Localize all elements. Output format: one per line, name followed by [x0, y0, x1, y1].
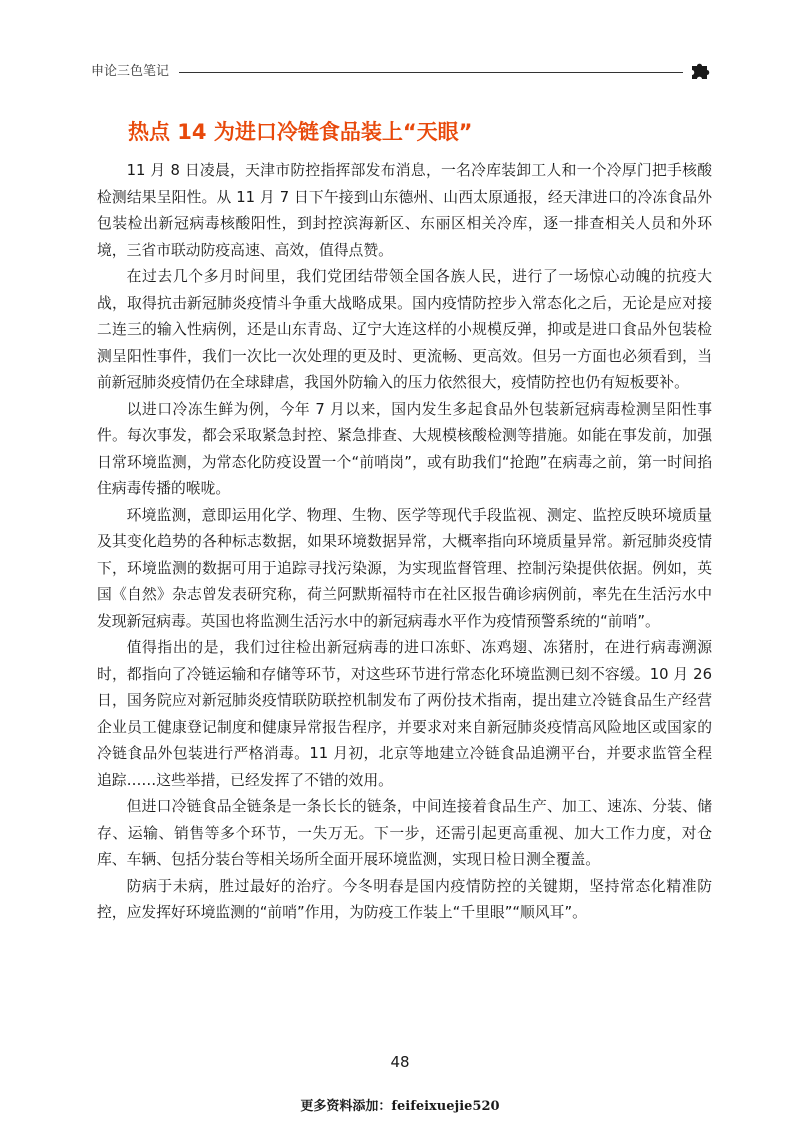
- header-divider: [179, 72, 683, 73]
- paragraph: 在过去几个多月时间里，我们党团结带领全国各族人民，进行了一场惊心动魄的抗疫大战，取得抗击新冠肺炎疫情斗争重大战略成果。国内疫情防控步入常态化之后，无论是应对接二连三的输入性病例，还是山东青岛、辽宁大连这样的小规模反弹，抑或是进口食品外包装检测呈阳性事件，我们一次比一次处理的更及时、更流畅、更高效。但另一方面也必须看到，当前新冠肺炎疫情仍在全球肆虐，我国外防输入的压力依然很大，疫情防控也仍有短板要补。: [97, 268, 712, 391]
- paragraph: 值得指出的是，我们过往检出新冠病毒的进口冻虾、冻鸡翅、冻猪肘，在进行病毒溯源时，都指向了冷链运输和存储等环节，对这些环节进行常态化环境监测已刻不容缓。10 月 26 日，国务院应对新冠肺炎疫情联防联控机制发布了两份技术指南，提出建立冷链食品生产经营企业员工健康登记制度和健康异常报告程序，并要求对来自新冠肺炎疫情高风险地区或国家的冷链食品外包装进行严格消毒。11 月初，北京等地建立冷链食品追溯平台，并要求监管全程追踪……这些举措，已经发挥了不错的效用。: [97, 639, 712, 789]
- article-body: [97, 158, 712, 927]
- footer-note: 更多资料添加：feifeixuejie520: [300, 1099, 500, 1114]
- paragraph: 但进口冷链食品全链条是一条长长的链条，中间连接着食品生产、加工、速冻、分装、储存、运输、销售等多个环节，一失万无。下一步，还需引起更高重视、加大工作力度，对仓库、车辆、包括分装台等相关场所全面开展环境监测，实现日检日测全覆盖。: [97, 798, 712, 868]
- paragraph: 以进口冷冻生鲜为例，今年 7 月以来，国内发生多起食品外包装新冠病毒检测呈阳性事件。每次事发，都会采取紧急封控、紧急排查、大规模核酸检测等措施。如能在事发前，加强日常环境监测，为常态化防疫设置一个“前哨岗”，或有助我们“抢跑”在病毒之前，第一时间掐住病毒传播的喉咙。: [97, 400, 712, 497]
- paragraph: 环境监测，意即运用化学、物理、生物、医学等现代手段监视、测定、监控反映环境质量及其变化趋势的各种标志数据，如果环境数据异常，大概率指向环境质量异常。新冠肺炎疫情下，环境监测的数据可用于追踪寻找污染源，为实现监督管理、控制污染提供依据。例如，英国《自然》杂志曾发表研究称，荷兰阿默斯福特市在社区报告确诊病例前，率先在生活污水中发现新冠病毒。英国也将监测生活污水中的新冠病毒水平作为疫情预警系统的“前哨”。: [97, 506, 712, 630]
- page-header: [91, 62, 711, 82]
- header-label: 申论三色笔记: [91, 64, 170, 79]
- article-title: 热点 14 为进口冷链食品装上“天眼”: [128, 120, 473, 144]
- puzzle-piece-icon: [689, 60, 711, 82]
- paragraph: 11 月 8 日凌晨，天津市防控指挥部发布消息，一名冷库装卸工人和一个冷厚门把手核酸检测结果呈阳性。从 11 月 7 日下午接到山东德州、山西太原通报，经天津进口的冷冻食品外包装检出新冠病毒核酸阳性，到封控滨海新区、东丽区相关冷库，逐一排查相关人员和外环境，三省市联动防疫高速、高效，值得点赞。: [97, 162, 712, 259]
- paragraph: 防病于未病，胜过最好的治疗。今冬明春是国内疫情防控的关键期，坚持常态化精准防控，应发挥好环境监测的“前哨”作用，为防疫工作装上“千里眼”“顺风耳”。: [97, 877, 712, 921]
- page-number: 48: [390, 1053, 410, 1071]
